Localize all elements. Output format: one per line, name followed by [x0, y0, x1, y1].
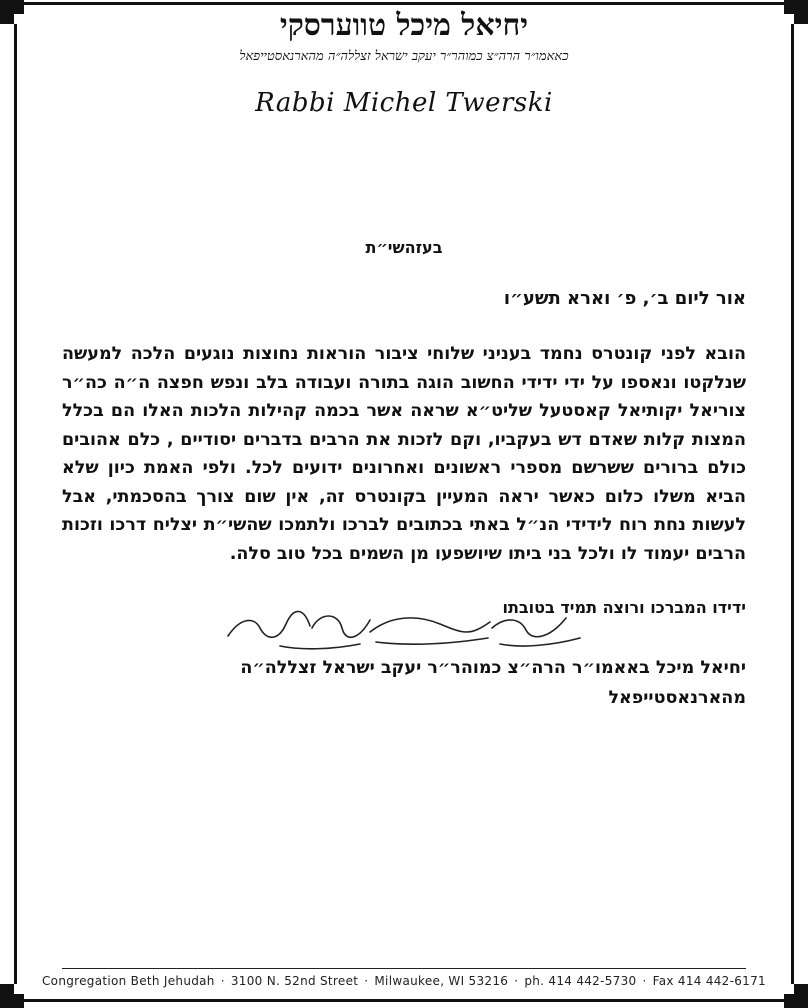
footer-fax: Fax 414 442-6171 [652, 974, 766, 988]
handwritten-signature [220, 598, 600, 658]
letterhead-hebrew-name: יחיאל מיכל טווערסקי [279, 8, 529, 43]
date-line: אור ליום ב׳, פ׳ וארא תשע״ו [503, 288, 746, 309]
footer-address: 3100 N. 52nd Street [230, 974, 359, 988]
footer-phone: ph. 414 442-5730 [524, 974, 637, 988]
letter-heading: בעזהשי״ת [365, 238, 443, 257]
signer-place: מהארנאסטייפאל [608, 688, 746, 708]
closing-line: ידידו המברכו ורוצה תמיד בטובתו [502, 598, 746, 617]
footer-contact: Congregation Beth Jehudah · 3100 N. 52nd Street · Milwaukee, WI 53216 · ph. 414 442-5730 · Fax 414 442-6171 [42, 974, 766, 988]
letterhead-english-name: Rabbi Michel Twerski [255, 88, 553, 118]
footer-divider [62, 968, 746, 969]
signer-name: יחיאל מיכל באאמו״ר הרה״צ כמוהר״ר יעקב ישראל זצללה״ה [240, 658, 746, 678]
border-bottom [18, 999, 790, 1002]
footer-org: Congregation Beth Jehudah [42, 974, 215, 988]
border-right [791, 10, 794, 994]
letter-body: הובא לפני קונטרס נחמד בעניני שלוחי ציבור הוראות נחוצות נוגעים הלכה למעשה שנלקטו ונאספו על ידי ידידי החשוב הוגה בתורה ועבודה בלב ונפש חפצה ה״ה כה״ר צוריאל יקותיאל קאסטעל שליט״א שראה אשר בכמה קהילות הלכות האלו הם בכלל המצות קלות שאדם דש בעקביו, וקם לזכות את הרבים בדברים יסודיים , כלם אהובים כולם ברורים ששרשם מספרי ראשונים ואחרונים ידועים לכל. ולפי האמת כיון שלא הביא משלו כלום כאשר יראה המעיין בקונטרס זה, אין שום צורך בהסכמתי, אבל לעשות נחת רוח לידידי הנ״ל באתי בכתובים לברכו ולתמכו שהשי״ת יצליח דרכו וזכות הרבים יעמוד לו ולכל בני ביתו שיושפעו מן השמים בכל טוב סלה. [62, 344, 746, 564]
letterhead-hebrew-subtitle: כאאמו״ר הרה״צ כמוהר״ר יעקב ישראל זצללה״ה מהארנאסטייפאל [239, 49, 569, 64]
footer-city: Milwaukee, WI 53216 [374, 974, 509, 988]
border-left [14, 10, 17, 994]
border-top [18, 2, 790, 5]
